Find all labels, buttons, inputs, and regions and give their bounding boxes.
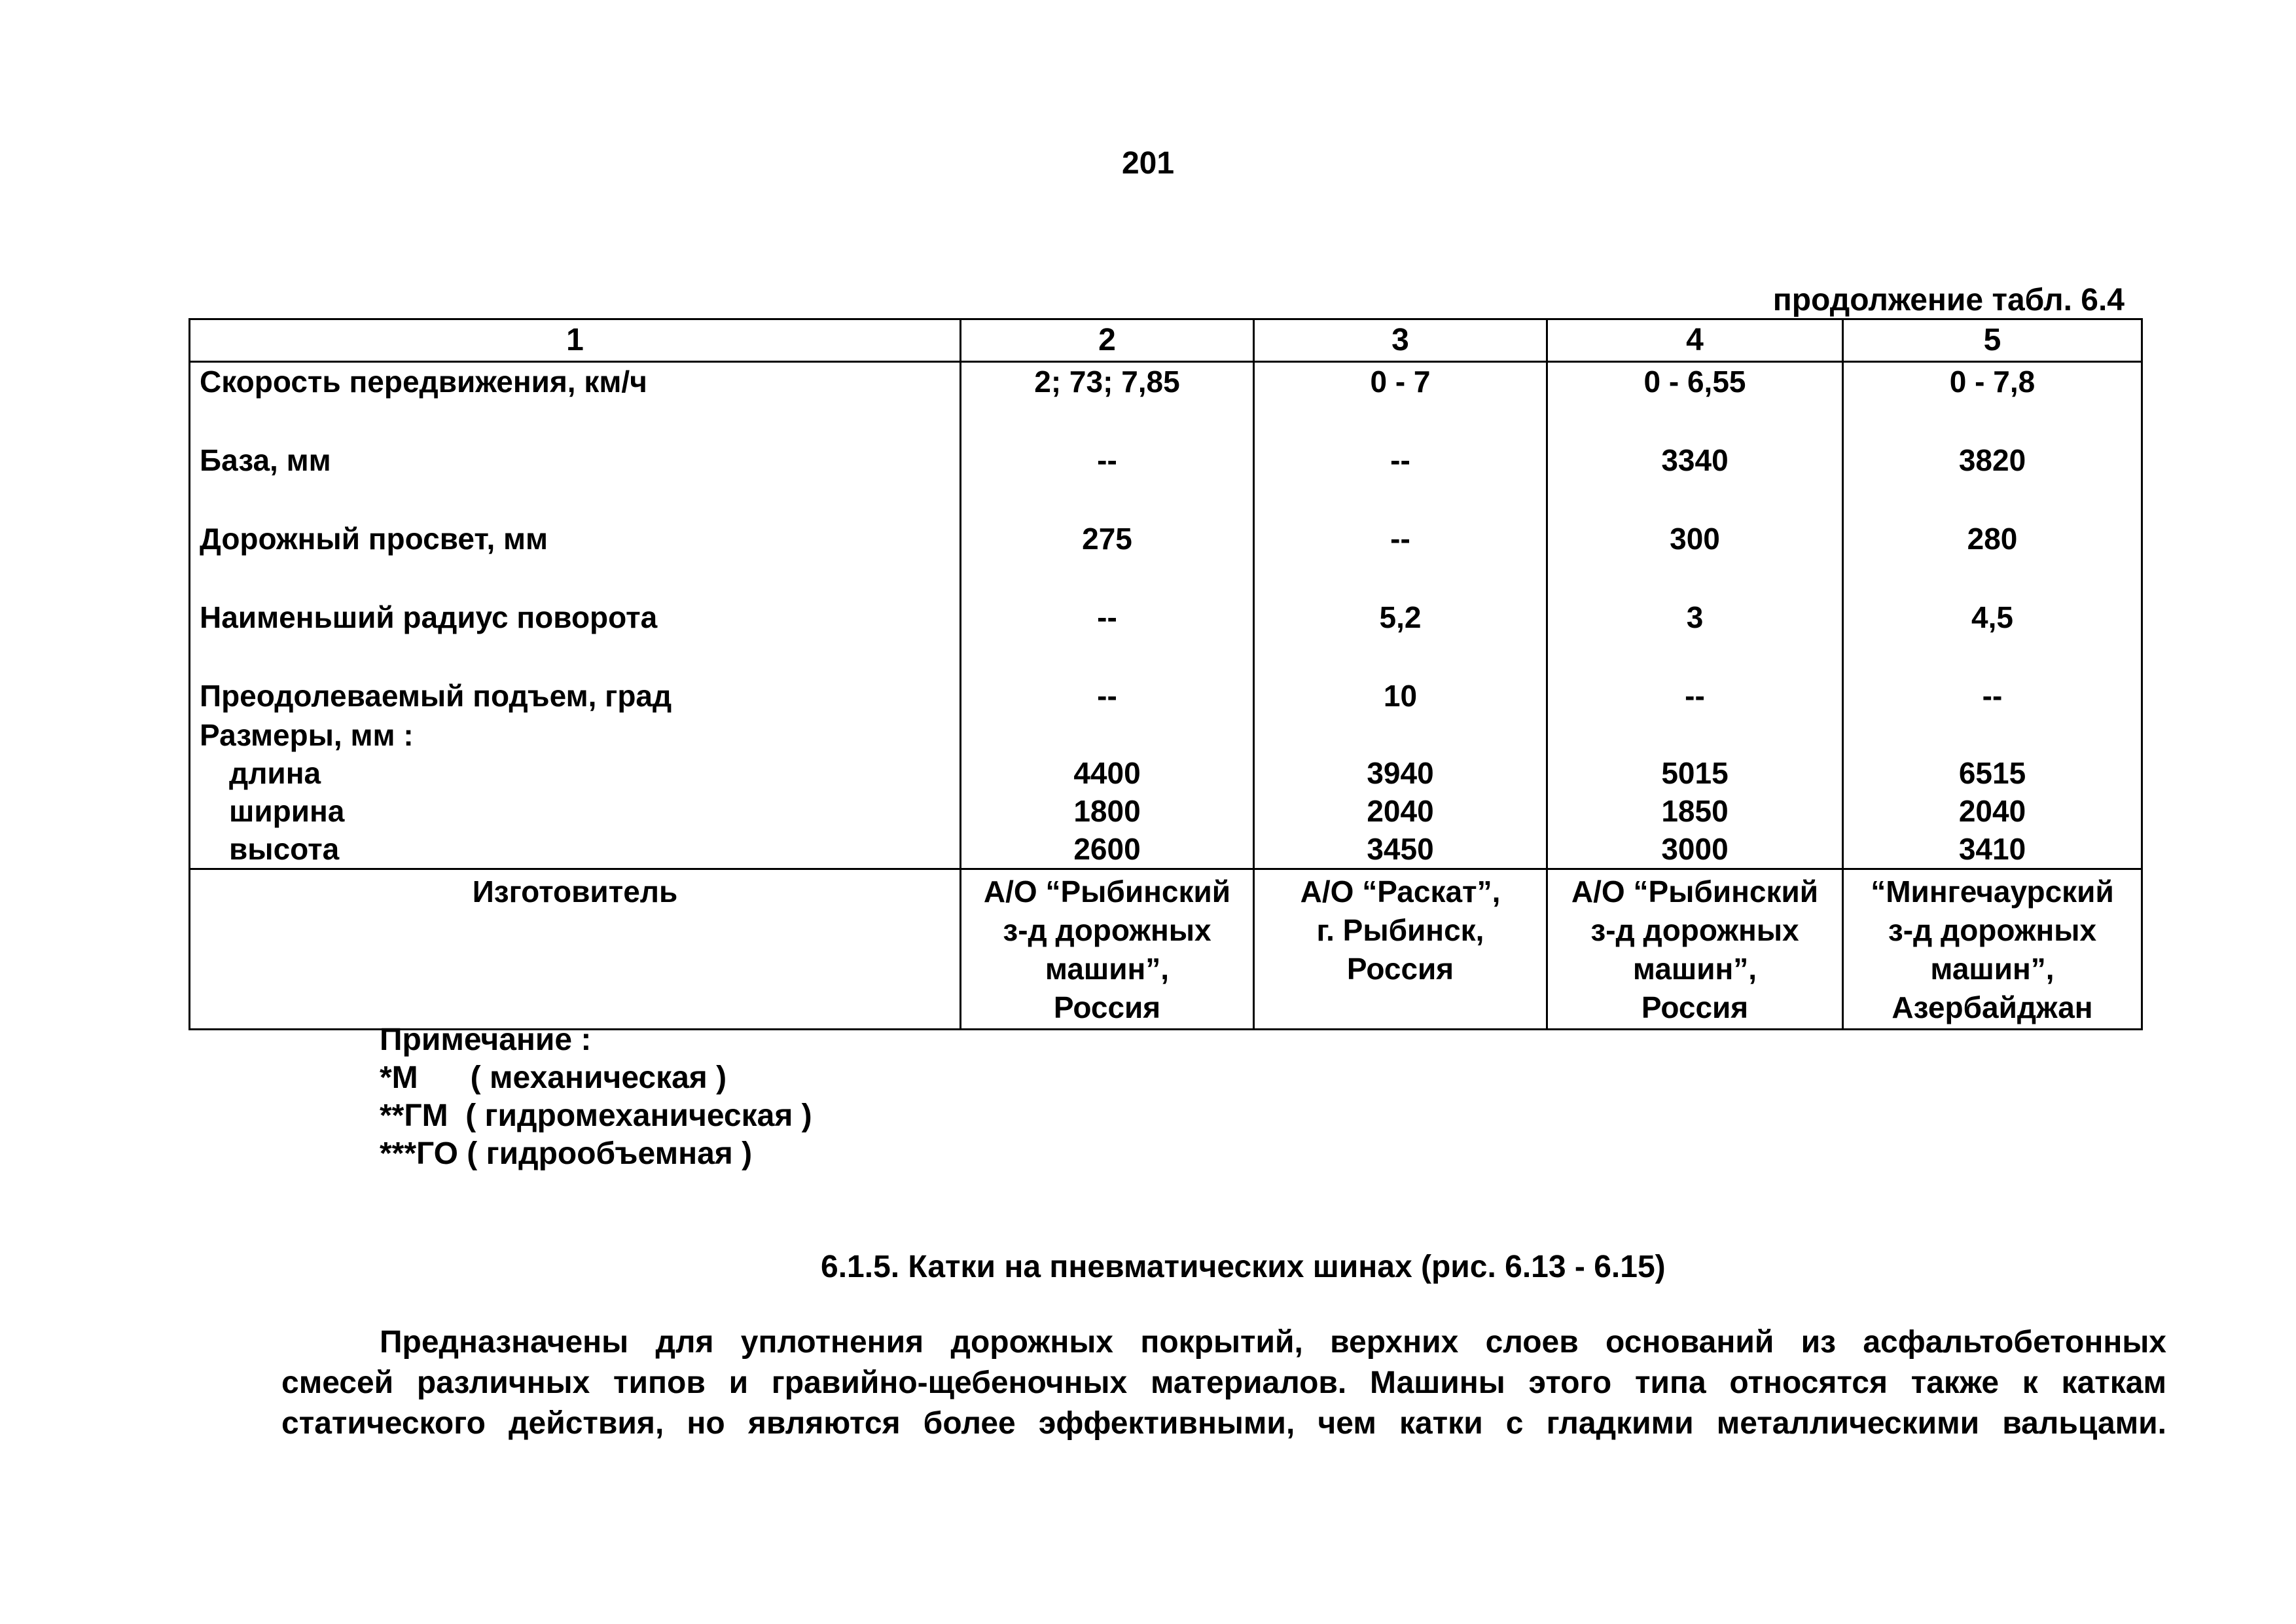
maker-line: машин”, xyxy=(1632,952,1757,986)
values-col-3 xyxy=(1254,362,1547,869)
value-length: 3940 xyxy=(1367,756,1434,790)
value-clearance: 300 xyxy=(1670,522,1720,556)
paragraph-line: смесей различных типов и гравийно-щебеночных материалов. Машины этого типа относятся также к каткам xyxy=(281,1365,2166,1400)
maker-line: Азербайджан xyxy=(1892,990,2093,1024)
maker-line: А/О “Рыбинский xyxy=(983,875,1231,909)
maker-line: г. Рыбинск, xyxy=(1316,913,1484,947)
note-item: **ГМ ( гидромеханическая ) xyxy=(380,1098,812,1133)
maker-col-4 xyxy=(1547,869,1843,1030)
header-col-1: 1 xyxy=(190,319,961,362)
maker-label xyxy=(190,869,961,1030)
table-caption: продолжение табл. 6.4 xyxy=(1772,283,2125,317)
value-radius: 5,2 xyxy=(1379,600,1422,634)
values-col-4 xyxy=(1547,362,1843,869)
label-length: длина xyxy=(229,756,321,790)
values-col-2 xyxy=(961,362,1254,869)
value-height: 3000 xyxy=(1661,832,1729,866)
value-speed: 0 - 6,55 xyxy=(1643,365,1746,399)
value-dims-blank xyxy=(1548,716,1842,754)
label-base: База, мм xyxy=(200,443,331,477)
maker-line: “Мингечаурский xyxy=(1871,875,2114,909)
maker-line: А/О “Раскат”, xyxy=(1300,875,1501,909)
body-paragraph xyxy=(281,1322,2166,1444)
value-length: 4400 xyxy=(1073,756,1141,790)
page-number: 201 xyxy=(1121,146,1175,181)
table-row-specs xyxy=(190,362,2142,869)
label-height: высота xyxy=(229,832,340,866)
note-item: *М ( механическая ) xyxy=(380,1060,727,1095)
value-radius: -- xyxy=(1097,600,1117,634)
value-length: 6515 xyxy=(1958,756,2026,790)
section-title: 6.1.5. Катки на пневматических шинах (рис. 6.13 - 6.15) xyxy=(821,1250,1666,1284)
maker-label-text: Изготовитель xyxy=(472,875,678,909)
value-radius: 4,5 xyxy=(1971,600,2013,634)
value-speed: 0 - 7 xyxy=(1370,365,1431,399)
label-width: ширина xyxy=(229,794,345,828)
maker-col-2 xyxy=(961,869,1254,1030)
maker-line: з-д дорожных xyxy=(1888,913,2097,947)
maker-line: А/О “Рыбинский xyxy=(1571,875,1819,909)
value-base: 3820 xyxy=(1958,443,2026,477)
value-base: -- xyxy=(1097,443,1117,477)
maker-col-5 xyxy=(1843,869,2142,1030)
header-col-5: 5 xyxy=(1843,319,2142,362)
value-clearance: -- xyxy=(1390,522,1410,556)
value-height: 2600 xyxy=(1073,832,1141,866)
maker-line: з-д дорожных xyxy=(1003,913,1211,947)
value-clearance: 280 xyxy=(1967,522,2018,556)
value-climb: -- xyxy=(1685,679,1705,713)
paragraph-line: статического действия, но являются более эффективными, чем катки с гладкими металлическими вальцами. xyxy=(281,1406,2166,1441)
label-speed: Скорость передвижения, км/ч xyxy=(200,365,647,399)
maker-line: Россия xyxy=(1053,990,1161,1024)
value-radius: 3 xyxy=(1686,600,1704,634)
values-col-5 xyxy=(1843,362,2142,869)
value-clearance: 275 xyxy=(1082,522,1132,556)
header-col-3: 3 xyxy=(1254,319,1547,362)
maker-col-3 xyxy=(1254,869,1547,1030)
value-width: 2040 xyxy=(1367,794,1434,828)
maker-line: Россия xyxy=(1641,990,1749,1024)
maker-line: машин”, xyxy=(1045,952,1170,986)
value-climb: -- xyxy=(1097,679,1117,713)
label-clearance: Дорожный просвет, мм xyxy=(200,522,548,556)
notes-title: Примечание : xyxy=(380,1022,592,1057)
maker-line: з-д дорожных xyxy=(1590,913,1799,947)
paragraph-line: Предназначены для уплотнения дорожных покрытий, верхних слоев оснований из асфальтобетонных xyxy=(380,1325,2166,1360)
value-height: 3410 xyxy=(1958,832,2026,866)
maker-line: Россия xyxy=(1346,952,1454,986)
header-col-2: 2 xyxy=(961,319,1254,362)
value-width: 1850 xyxy=(1661,794,1729,828)
value-base: 3340 xyxy=(1661,443,1729,477)
value-width: 2040 xyxy=(1958,794,2026,828)
label-radius: Наименьший радиус поворота xyxy=(200,600,658,634)
value-width: 1800 xyxy=(1073,794,1141,828)
value-dims-blank xyxy=(1255,716,1546,754)
table-row-maker xyxy=(190,869,2142,1030)
value-length: 5015 xyxy=(1661,756,1729,790)
header-col-4: 4 xyxy=(1547,319,1843,362)
label-climb: Преодолеваемый подъем, град xyxy=(200,679,672,713)
value-base: -- xyxy=(1390,443,1410,477)
value-climb: -- xyxy=(1982,679,2003,713)
value-height: 3450 xyxy=(1367,832,1434,866)
table-header-row xyxy=(190,319,2142,362)
notes-block xyxy=(380,1021,812,1173)
value-dims-blank xyxy=(1844,716,2141,754)
value-climb: 10 xyxy=(1383,679,1418,713)
maker-line: машин”, xyxy=(1930,952,2054,986)
labels-cell xyxy=(190,362,961,869)
label-dims: Размеры, мм : xyxy=(200,718,414,752)
note-item: ***ГО ( гидрообъемная ) xyxy=(380,1136,753,1171)
value-dims-blank xyxy=(961,716,1253,754)
specs-table xyxy=(188,318,2143,1030)
value-speed: 2; 73; 7,85 xyxy=(1034,365,1180,399)
value-speed: 0 - 7,8 xyxy=(1949,365,2036,399)
